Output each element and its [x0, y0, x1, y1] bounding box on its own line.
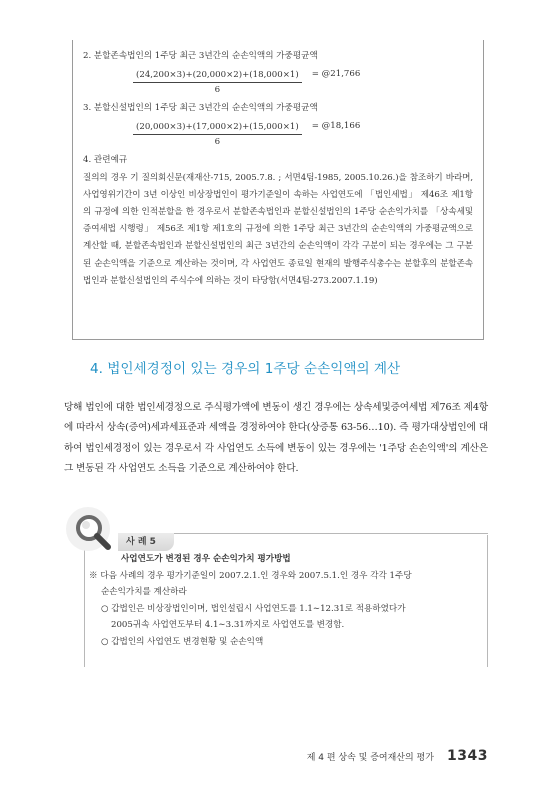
item2-heading: 2. 분할존속법인의 1주당 최근 3년간의 순손익액의 가중평균액 [83, 51, 318, 61]
item2-result: = @21,766 [311, 68, 361, 79]
section-body: 당해 법인에 대한 법인세경정으로 주식평가액에 변동이 생긴 경우에는 상속세및증여세법 제76조 제4항에 따라서 상속(증여)세과세표준과 세액을 경정하여야 한다(상증통 63-56…10). 즉 평가대상법인에 대하여 법인세경정이 있는 경우로서 각 사업연도 소득에 변동이 있는 경우에는 '1주당 손손익액'의 계산은 그 변동된 각 사업연도 소득을 기준으로 계산하여야 한다. [64, 402, 488, 475]
item3-formula [133, 118, 475, 150]
case-box [84, 535, 488, 667]
item2-denominator: 6 [214, 84, 221, 95]
case-line-1: ※ 다음 사례의 경우 평가기준일이 2007.2.1.인 경우와 2007.5.1.인 경우 각각 1주당 [89, 570, 412, 581]
example-box [72, 40, 484, 340]
item3-numerator: (20,000×3)+(17,000×2)+(15,000×1) [133, 120, 302, 135]
item3-denominator: 6 [214, 136, 221, 147]
item2-numerator: (24,200×3)+(20,000×2)+(18,000×1) [133, 68, 302, 83]
item2-formula [133, 66, 475, 98]
page-number: 1343 [447, 748, 488, 764]
item3-fraction [133, 120, 302, 149]
case-line-5: ○ 갑법인의 사업연도 변경현황 및 순손익액 [101, 636, 264, 647]
item3-result: = @18,166 [311, 120, 361, 131]
case-line-4: 2005귀속 사업연도부터 4.1∼3.31까지로 사업연도를 변경함. [111, 620, 345, 630]
case-label-bar [120, 533, 488, 552]
item3-heading: 3. 분할신설법인의 1주당 최근 3년간의 순손익액의 가중평균액 [83, 103, 318, 114]
page-footer [307, 745, 488, 764]
item4-text: 질의의 경우 기 질의회신문(재재산-715, 2005.7.8. ; 서면4팀-1985, 2005.10.26.)을 참조하기 바라며, 사업영위기간이 3년 이상인 비상장법인이 평가기준일이 속하는 사업연도에 「법인세법」 제46조 제1항의 규정에 의한 인적분할을 한 경우로서 분할존속법인과 분할신설법인의 1주당 순손익가치를 「상속세및증여세법 시행령」 제56조 제1항 제1호의 규정에 의한 1주당 최근 3년간의 순손익액의 가중평균액으로 계산할 때, 분할존속법인과 분할신설법인의 최근 3년간의 순손익액이 각각 구분이 되는 경우에는 그 구분된 순손익액을 기준으로 계산하는 것이며, 각 사업연도 종료일 현재의 발행주식총수는 분할후의 분할존속법인과 분할신설법인의 주식수에 의하는 것이 타당함(서면4팀-273.2007.1.19) [83, 172, 473, 286]
item2-fraction [133, 68, 302, 97]
item4-heading: 4. 관련예규 [83, 155, 128, 166]
section-heading: 4. 법인세경정이 있는 경우의 1주당 순손익액의 계산 [90, 361, 401, 377]
magnifier-icon [64, 505, 120, 561]
case-label: 사 례 5 [118, 533, 174, 551]
case-line-2: 순손익가치를 계산하라 [101, 587, 187, 597]
case-block [64, 505, 488, 665]
case-title: 사업연도가 변경된 경우 순손익가치 평가방법 [121, 554, 291, 564]
footer-section: 제 4 편 상속 및 증여재산의 평가 [306, 753, 434, 763]
case-line-3: ○ 갑법인은 비상장법인이며, 법인설립시 사업연도를 1.1∼12.31로 적용하였다가 [101, 603, 406, 614]
